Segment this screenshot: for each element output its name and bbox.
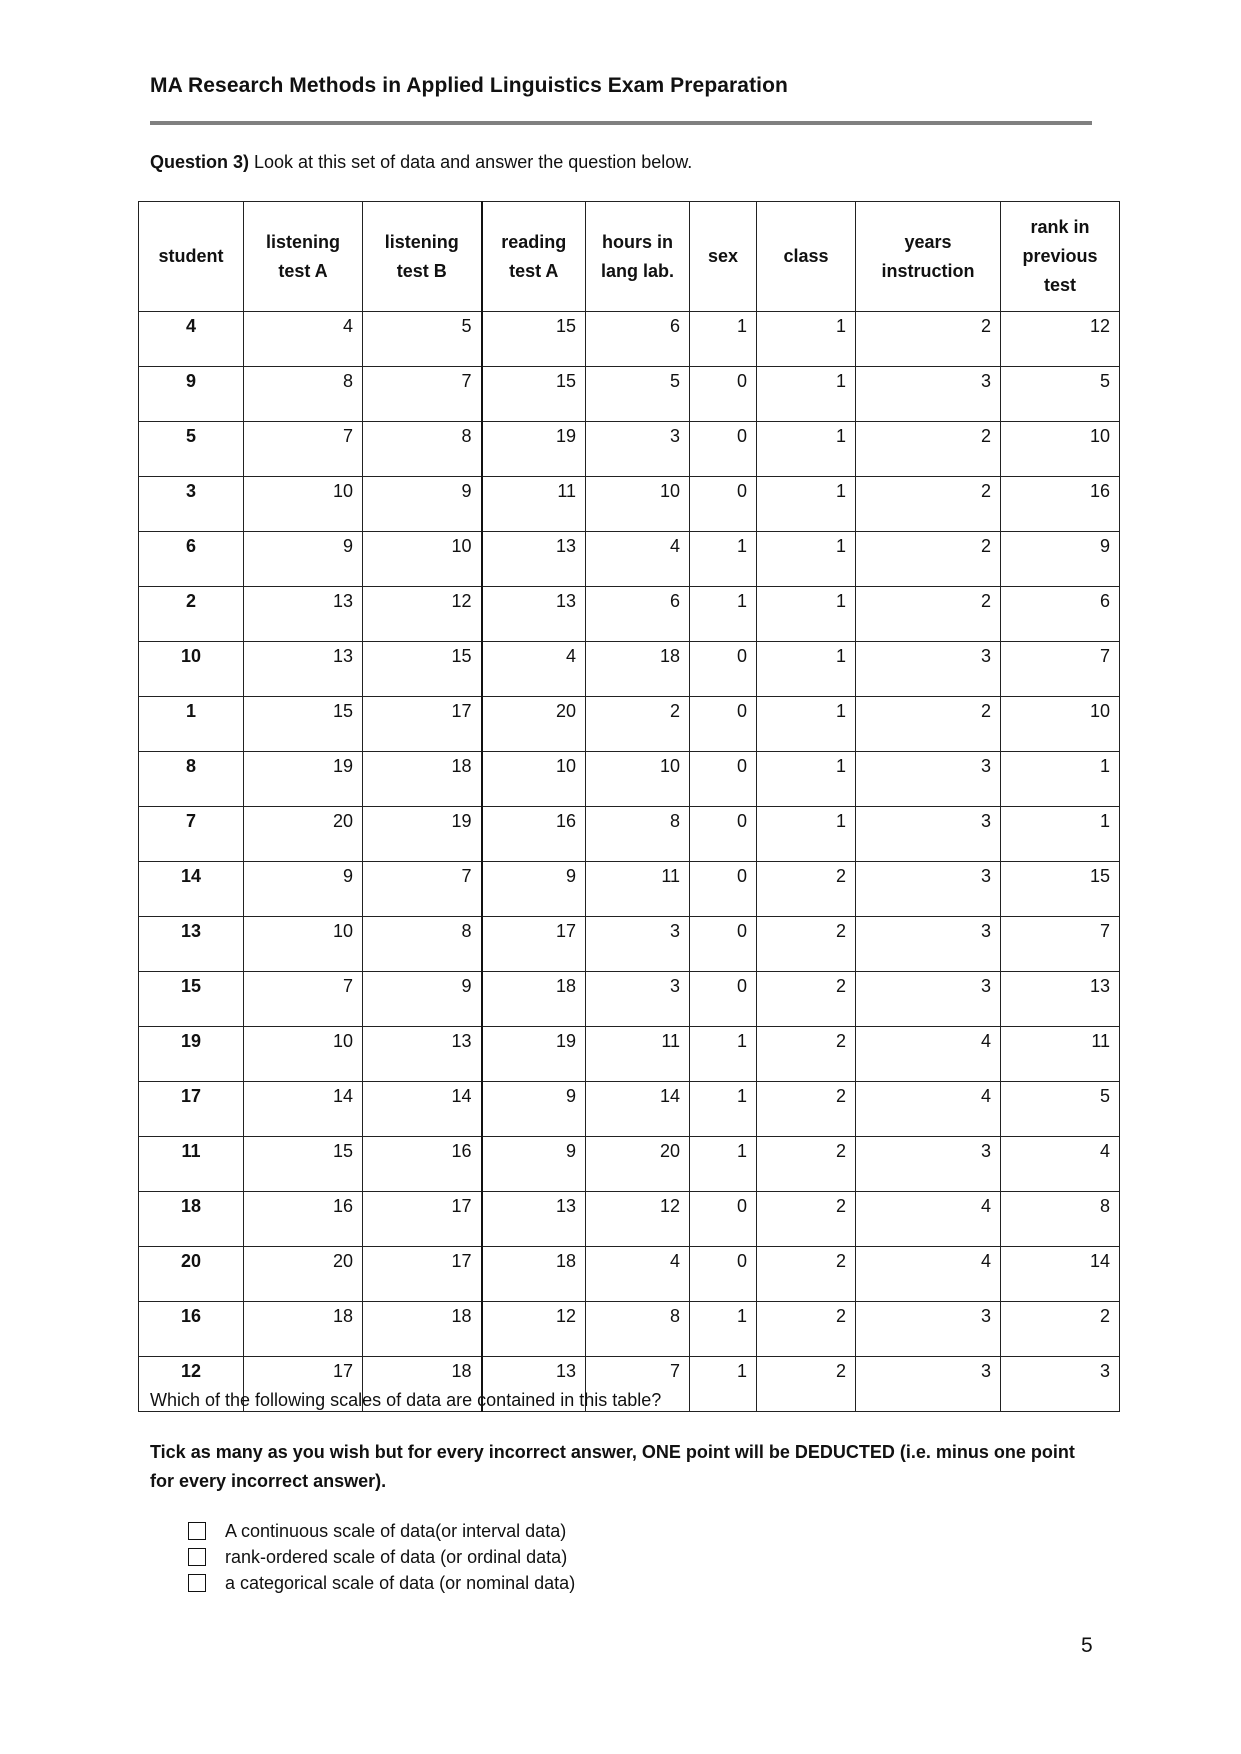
table-cell: 3 [586, 917, 690, 972]
table-cell: 9 [482, 1082, 586, 1137]
table-cell: 16 [1001, 477, 1120, 532]
table-cell: 14 [244, 1082, 363, 1137]
table-cell: 3 [586, 972, 690, 1027]
table-cell: 20 [244, 1247, 363, 1302]
table-cell: 20 [586, 1137, 690, 1192]
table-cell: 15 [482, 312, 586, 367]
table-cell: 3 [856, 1137, 1001, 1192]
table-cell: 18 [482, 972, 586, 1027]
table-cell: 3 [856, 1302, 1001, 1357]
table-cell: 0 [690, 1247, 757, 1302]
student-id-cell: 12 [139, 1357, 244, 1412]
student-id-cell: 6 [139, 532, 244, 587]
table-cell: 0 [690, 807, 757, 862]
table-row [139, 1302, 1120, 1357]
table-cell: 1 [690, 1027, 757, 1082]
table-cell: 9 [363, 477, 482, 532]
data-table [138, 201, 1120, 1412]
table-cell: 1 [690, 587, 757, 642]
table-cell: 0 [690, 1192, 757, 1247]
table-cell: 4 [482, 642, 586, 697]
table-cell: 8 [586, 807, 690, 862]
student-id-cell: 7 [139, 807, 244, 862]
column-header: rank in previous test [1001, 202, 1120, 312]
table-cell: 3 [856, 367, 1001, 422]
table-cell: 18 [363, 1357, 482, 1412]
table-row [139, 807, 1120, 862]
table-cell: 6 [586, 587, 690, 642]
table-cell: 1 [690, 312, 757, 367]
table-body [139, 312, 1120, 1412]
column-header: student [139, 202, 244, 312]
table-cell: 7 [363, 862, 482, 917]
table-row [139, 422, 1120, 477]
student-id-cell: 11 [139, 1137, 244, 1192]
table-row [139, 477, 1120, 532]
student-id-cell: 16 [139, 1302, 244, 1357]
table-cell: 3 [856, 862, 1001, 917]
table-cell: 13 [363, 1027, 482, 1082]
table-cell: 9 [482, 862, 586, 917]
table-cell: 18 [244, 1302, 363, 1357]
table-row [139, 1027, 1120, 1082]
table-row [139, 532, 1120, 587]
table-cell: 4 [856, 1027, 1001, 1082]
student-id-cell: 5 [139, 422, 244, 477]
table-cell: 0 [690, 477, 757, 532]
option-label: A continuous scale of data(or interval data) [225, 1520, 567, 1541]
table-cell: 8 [363, 422, 482, 477]
table-cell: 1 [1001, 807, 1120, 862]
table-cell: 1 [757, 697, 856, 752]
table-cell: 11 [586, 862, 690, 917]
table-cell: 1 [690, 532, 757, 587]
table-row [139, 587, 1120, 642]
table-cell: 12 [482, 1302, 586, 1357]
table-cell: 1 [757, 752, 856, 807]
table-row [139, 917, 1120, 972]
table-cell: 19 [363, 807, 482, 862]
table-cell: 0 [690, 367, 757, 422]
table-cell: 7 [586, 1357, 690, 1412]
table-cell: 1 [757, 642, 856, 697]
table-cell: 9 [1001, 532, 1120, 587]
table-cell: 3 [856, 642, 1001, 697]
table-cell: 1 [757, 532, 856, 587]
table-cell: 4 [244, 312, 363, 367]
table-cell: 13 [1001, 972, 1120, 1027]
option-interval-data[interactable] [188, 1518, 575, 1544]
table-cell: 19 [244, 752, 363, 807]
question-line [150, 152, 692, 173]
table-cell: 4 [856, 1192, 1001, 1247]
table-cell: 4 [586, 532, 690, 587]
scoring-instruction: Tick as many as you wish but for every incorrect answer, ONE point will be DEDUCTED (i.e. minus one point for every incorrect answer). [150, 1442, 1075, 1491]
table-cell: 16 [363, 1137, 482, 1192]
student-id-cell: 4 [139, 312, 244, 367]
table-cell: 19 [482, 1027, 586, 1082]
table-cell: 1 [757, 807, 856, 862]
table-cell: 12 [586, 1192, 690, 1247]
table-cell: 1 [690, 1302, 757, 1357]
question-label: Question 3) [150, 152, 250, 172]
table-cell: 10 [244, 917, 363, 972]
table-cell: 13 [244, 587, 363, 642]
table-cell: 18 [363, 1302, 482, 1357]
table-cell: 7 [244, 422, 363, 477]
table-cell: 13 [482, 532, 586, 587]
table-cell: 2 [1001, 1302, 1120, 1357]
table-row [139, 1082, 1120, 1137]
table-cell: 2 [856, 477, 1001, 532]
table-cell: 3 [586, 422, 690, 477]
table-cell: 18 [482, 1247, 586, 1302]
table-cell: 10 [1001, 422, 1120, 477]
table-row [139, 1137, 1120, 1192]
table-row [139, 642, 1120, 697]
table-cell: 3 [856, 1357, 1001, 1412]
table-cell: 2 [856, 422, 1001, 477]
table-cell: 0 [690, 862, 757, 917]
table-cell: 15 [244, 697, 363, 752]
student-id-cell: 20 [139, 1247, 244, 1302]
table-cell: 7 [1001, 642, 1120, 697]
table-cell: 8 [244, 367, 363, 422]
student-id-cell: 1 [139, 697, 244, 752]
table-row [139, 1247, 1120, 1302]
student-id-cell: 9 [139, 367, 244, 422]
table-cell: 3 [856, 972, 1001, 1027]
table-cell: 2 [757, 1357, 856, 1412]
table-cell: 5 [363, 312, 482, 367]
table-cell: 11 [586, 1027, 690, 1082]
student-id-cell: 14 [139, 862, 244, 917]
table-cell: 0 [690, 972, 757, 1027]
table-cell: 16 [244, 1192, 363, 1247]
table-cell: 1 [757, 422, 856, 477]
table-cell: 18 [363, 752, 482, 807]
table-cell: 20 [244, 807, 363, 862]
table-cell: 12 [363, 587, 482, 642]
table-cell: 10 [586, 477, 690, 532]
table-cell: 17 [482, 917, 586, 972]
checkbox-icon[interactable] [188, 1574, 206, 1592]
table-cell: 3 [856, 917, 1001, 972]
table-cell: 9 [482, 1137, 586, 1192]
table-cell: 7 [1001, 917, 1120, 972]
table-cell: 1 [690, 1082, 757, 1137]
table-cell: 17 [363, 697, 482, 752]
column-header: class [757, 202, 856, 312]
table-cell: 15 [1001, 862, 1120, 917]
table-cell: 1 [690, 1137, 757, 1192]
table-row [139, 367, 1120, 422]
student-id-cell: 10 [139, 642, 244, 697]
option-ordinal-data[interactable] [188, 1544, 575, 1570]
table-header-row [139, 202, 1120, 312]
table-cell: 2 [757, 972, 856, 1027]
table-cell: 9 [363, 972, 482, 1027]
student-id-cell: 15 [139, 972, 244, 1027]
table-cell: 20 [482, 697, 586, 752]
table-cell: 11 [1001, 1027, 1120, 1082]
question-prompt: Which of the following scales of data are contained in this table? [150, 1390, 662, 1410]
table-cell: 7 [363, 367, 482, 422]
table-cell: 5 [1001, 1082, 1120, 1137]
table-cell: 10 [1001, 697, 1120, 752]
student-id-cell: 2 [139, 587, 244, 642]
table-cell: 15 [244, 1137, 363, 1192]
column-header: listening test A [244, 202, 363, 312]
table-cell: 13 [482, 1357, 586, 1412]
table-cell: 14 [586, 1082, 690, 1137]
question-text: Look at this set of data and answer the question below. [249, 152, 693, 172]
student-id-cell: 19 [139, 1027, 244, 1082]
table-cell: 1 [1001, 752, 1120, 807]
table-cell: 3 [856, 752, 1001, 807]
table-cell: 12 [1001, 312, 1120, 367]
table-cell: 8 [363, 917, 482, 972]
table-cell: 14 [1001, 1247, 1120, 1302]
table-cell: 9 [244, 862, 363, 917]
page-number: 5 [1081, 1634, 1093, 1657]
column-header: years instruction [856, 202, 1001, 312]
table-cell: 11 [482, 477, 586, 532]
table-cell: 4 [856, 1247, 1001, 1302]
table-cell: 16 [482, 807, 586, 862]
table-cell: 1 [690, 1357, 757, 1412]
table-cell: 2 [856, 312, 1001, 367]
table-cell: 0 [690, 917, 757, 972]
column-header: hours in lang lab. [586, 202, 690, 312]
student-id-cell: 17 [139, 1082, 244, 1137]
table-cell: 2 [856, 587, 1001, 642]
table-cell: 10 [244, 477, 363, 532]
table-cell: 2 [757, 1137, 856, 1192]
table-cell: 18 [586, 642, 690, 697]
option-label: a categorical scale of data (or nominal data) [225, 1572, 576, 1593]
table-cell: 17 [363, 1192, 482, 1247]
table-cell: 10 [586, 752, 690, 807]
table-cell: 5 [586, 367, 690, 422]
table-cell: 1 [757, 587, 856, 642]
table-cell: 2 [856, 532, 1001, 587]
table-cell: 19 [482, 422, 586, 477]
table-cell: 15 [363, 642, 482, 697]
table-cell: 2 [757, 862, 856, 917]
table-cell: 2 [757, 1082, 856, 1137]
checkbox-icon[interactable] [188, 1548, 206, 1566]
column-header: listening test B [363, 202, 482, 312]
table-cell: 8 [586, 1302, 690, 1357]
table-cell: 0 [690, 752, 757, 807]
table-cell: 2 [757, 1192, 856, 1247]
table-cell: 10 [363, 532, 482, 587]
table-cell: 3 [856, 807, 1001, 862]
student-id-cell: 8 [139, 752, 244, 807]
option-label: rank-ordered scale of data (or ordinal data) [225, 1546, 568, 1567]
table-cell: 17 [363, 1247, 482, 1302]
table-cell: 15 [482, 367, 586, 422]
table-cell: 10 [244, 1027, 363, 1082]
table-row [139, 312, 1120, 367]
table-row [139, 697, 1120, 752]
student-id-cell: 3 [139, 477, 244, 532]
table-header [139, 202, 1120, 312]
table-cell: 2 [757, 1247, 856, 1302]
table-cell: 4 [1001, 1137, 1120, 1192]
table-cell: 2 [757, 1302, 856, 1357]
table-cell: 13 [482, 1192, 586, 1247]
table-cell: 13 [482, 587, 586, 642]
header-divider [150, 121, 1092, 125]
option-nominal-data[interactable] [188, 1570, 575, 1596]
table-cell: 2 [856, 697, 1001, 752]
table-row [139, 1192, 1120, 1247]
table-cell: 2 [586, 697, 690, 752]
table-cell: 0 [690, 422, 757, 477]
table-cell: 3 [1001, 1357, 1120, 1412]
table-cell: 8 [1001, 1192, 1120, 1247]
table-cell: 13 [244, 642, 363, 697]
table-row [139, 752, 1120, 807]
table-cell: 14 [363, 1082, 482, 1137]
table-cell: 17 [244, 1357, 363, 1412]
table-row [139, 862, 1120, 917]
student-id-cell: 18 [139, 1192, 244, 1247]
student-id-cell: 13 [139, 917, 244, 972]
table-cell: 10 [482, 752, 586, 807]
checkbox-icon[interactable] [188, 1522, 206, 1540]
table-cell: 1 [757, 477, 856, 532]
column-header: sex [690, 202, 757, 312]
table-cell: 7 [244, 972, 363, 1027]
table-cell: 2 [757, 1027, 856, 1082]
table-cell: 4 [586, 1247, 690, 1302]
table-row [139, 972, 1120, 1027]
answer-options [188, 1518, 575, 1596]
document-header-title: MA Research Methods in Applied Linguistics Exam Preparation [150, 74, 788, 97]
table-cell: 5 [1001, 367, 1120, 422]
table-cell: 1 [757, 312, 856, 367]
table-cell: 4 [856, 1082, 1001, 1137]
table-cell: 6 [586, 312, 690, 367]
table-cell: 1 [757, 367, 856, 422]
table-cell: 2 [757, 917, 856, 972]
table-cell: 0 [690, 642, 757, 697]
column-header: reading test A [482, 202, 586, 312]
table-cell: 6 [1001, 587, 1120, 642]
table-cell: 0 [690, 697, 757, 752]
table-cell: 9 [244, 532, 363, 587]
